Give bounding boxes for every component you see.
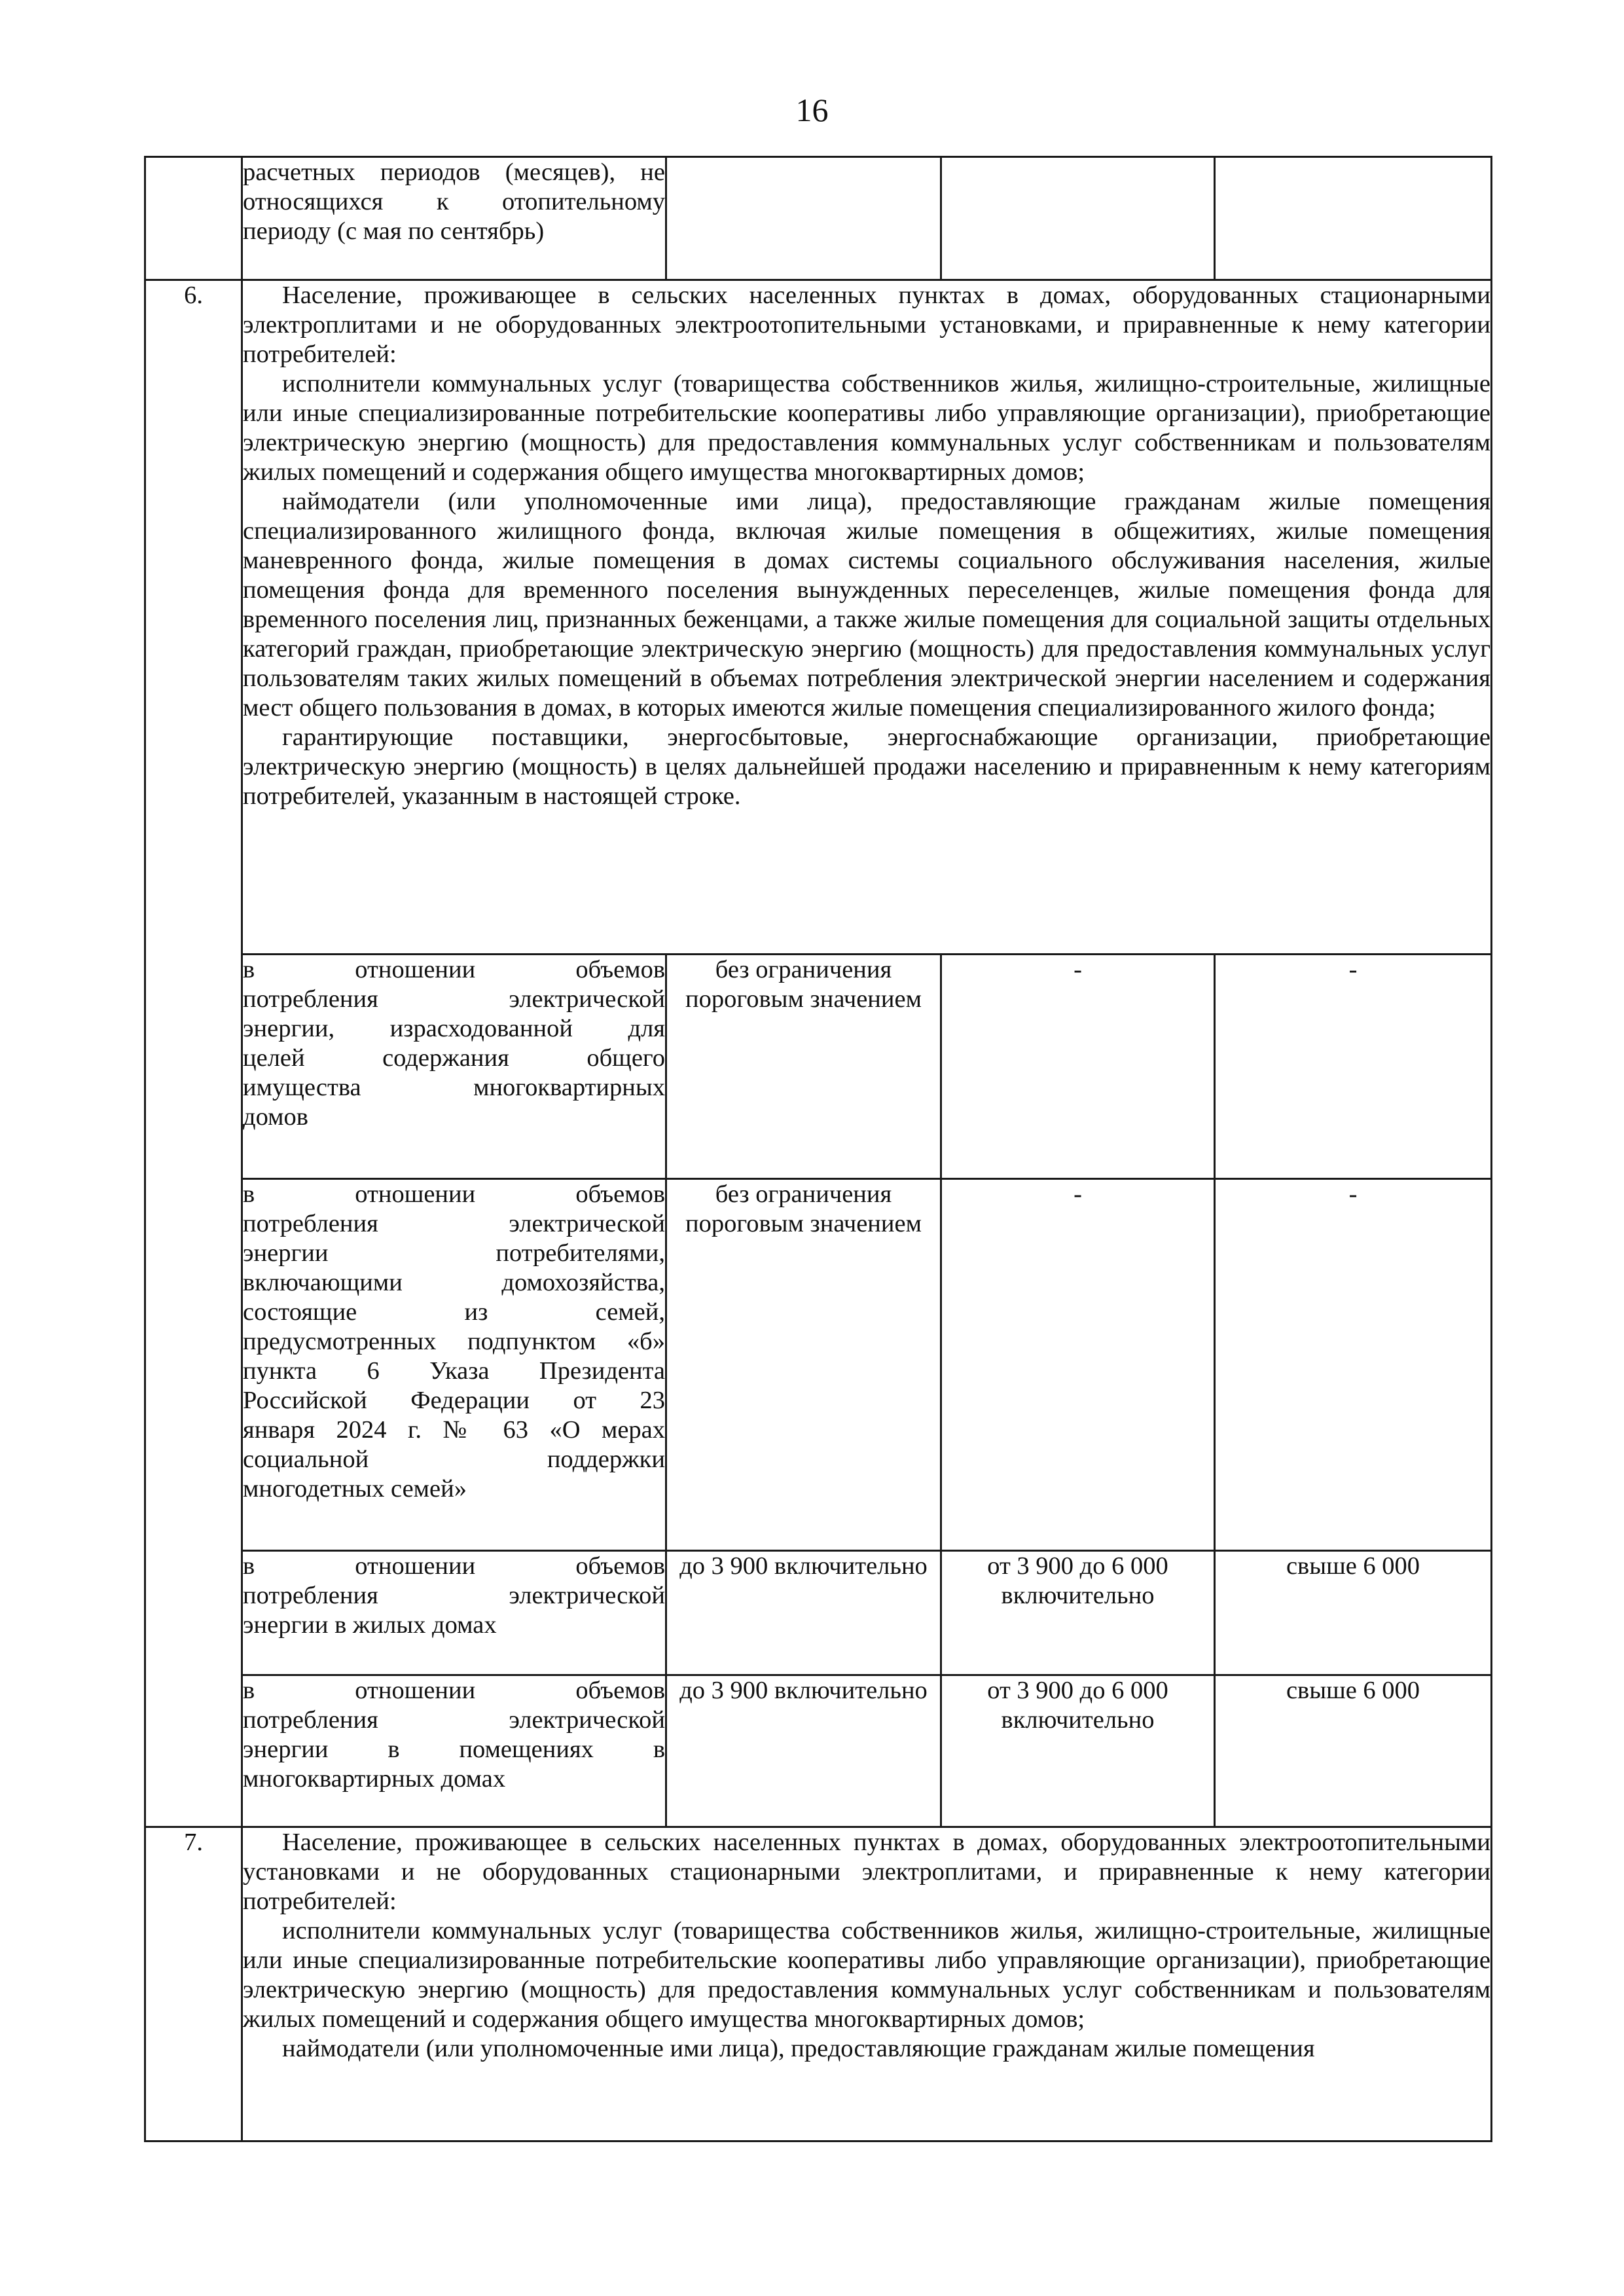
table-row-continuation <box>145 157 1492 280</box>
description-line: в отношении объемов <box>243 1552 665 1580</box>
paragraph: наймодатели (или уполномоченные ими лица), предоставляющие гражданам жилые помещения <box>282 2035 1315 2062</box>
value-cell <box>666 157 941 280</box>
description-line: целей содержания общего <box>243 1044 665 1072</box>
description-cell <box>242 955 666 1179</box>
description-line: энергии, израсходованной для <box>243 1015 665 1042</box>
table-row-7 <box>145 1827 1492 2141</box>
threshold-cell-1: без ограничения пороговым значением <box>666 1179 941 1551</box>
description-line: в отношении объемов <box>243 1677 665 1704</box>
threshold-cell-2: от 3 900 до 6 000 включительно <box>941 1675 1215 1827</box>
description-line: включающими домохозяйства, <box>243 1269 665 1296</box>
threshold-cell-1: до 3 900 включительно <box>666 1675 941 1827</box>
row-number-cell <box>145 157 242 280</box>
description-line: состоящие из семей, <box>243 1298 665 1326</box>
description-cell <box>242 1675 666 1827</box>
description-line: в отношении объемов <box>243 1180 665 1208</box>
description-line: периоду (с мая по сентябрь) <box>243 217 545 245</box>
threshold-cell-3: - <box>1215 955 1492 1179</box>
description-line: потребления электрической <box>243 1706 665 1734</box>
description-line: энергии потребителями, <box>243 1239 665 1267</box>
description-cell <box>242 1551 666 1675</box>
threshold-cell-2: - <box>941 955 1215 1179</box>
table-row-6 <box>145 280 1492 955</box>
description-line: предусмотренных подпунктом «б» <box>243 1328 665 1355</box>
description-line: Российской Федерации от 23 <box>243 1387 665 1414</box>
description-line: многодетных семей» <box>243 1475 467 1503</box>
description-line: потребления электрической <box>243 1210 665 1237</box>
paragraph: Население, проживающее в сельских населенных пунктах в домах, оборудованных электроотопительными установками и не оборудованных стационарными электроплитами, и приравненные к нему категории потребителей: <box>243 1829 1490 1915</box>
threshold-cell-2: - <box>941 1179 1215 1551</box>
threshold-cell-3: свыше 6 000 <box>1215 1551 1492 1675</box>
description-line: энергии в помещениях в <box>243 1736 665 1763</box>
paragraph: гарантирующие поставщики, энергосбытовые, энергоснабжающие организации, приобретающие электрическую энергию (мощность) в целях дальнейшей продажи населению и приравненным к нему категориям потребителей, указанным в настоящей строке. <box>243 723 1490 810</box>
description-line: социальной поддержки <box>243 1446 665 1473</box>
paragraph: исполнители коммунальных услуг (товарищества собственников жилья, жилищно-строительные, жилищные или иные специализированные потребительские кооперативы либо управляющие организации), приобретающие электрическую энергию (мощность) для предоставления коммунальных услуг собственникам и пользователям жилых помещений и содержания общего имущества многоквартирных домов; <box>243 370 1490 486</box>
description-cell <box>242 157 666 280</box>
table-row-subrow <box>145 1675 1492 1827</box>
threshold-cell-3: - <box>1215 1179 1492 1551</box>
paragraph: наймодатели (или уполномоченные ими лица), предоставляющие гражданам жилые помещения специализированного жилищного фонда, включая жилые помещения в общежитиях, жилые помещения маневренного фонда, жилые помещения в домах системы социального обслуживания населения, жилые помещения фонда для временного поселения вынужденных переселенцев, жилые помещения фонда для временного поселения лиц, признанных беженцами, а также жилые помещения для социальной защиты отдельных категорий граждан, приобретающие электрическую энергию (мощность) для предоставления коммунальных услуг пользователям таких жилых помещений в объемах потребления электрической энергии населением и содержания мест общего пользования в домах, в которых имеются жилые помещения специализированного жилого фонда; <box>243 488 1490 721</box>
description-line: домов <box>243 1103 308 1131</box>
description-line: имущества многоквартирных <box>243 1074 665 1101</box>
description-line: многоквартирных домах <box>243 1765 506 1793</box>
description-line: энергии в жилых домах <box>243 1611 497 1639</box>
table-row-subrow <box>145 1551 1492 1675</box>
tariff-table <box>144 156 1492 2142</box>
table-row-subrow <box>145 955 1492 1179</box>
threshold-cell-1: без ограничения пороговым значением <box>666 955 941 1179</box>
value-cell <box>941 157 1215 280</box>
threshold-cell-3: свыше 6 000 <box>1215 1675 1492 1827</box>
description-line: в отношении объемов <box>243 956 665 983</box>
description-line: пункта 6 Указа Президента <box>243 1357 665 1385</box>
page-number: 16 <box>795 92 829 128</box>
value-cell <box>1215 157 1492 280</box>
threshold-cell-2: от 3 900 до 6 000 включительно <box>941 1551 1215 1675</box>
description-line: потребления электрической <box>243 985 665 1013</box>
row-number: 7. <box>145 1827 242 2141</box>
description-line: потребления электрической <box>243 1582 665 1609</box>
paragraph: Население, проживающее в сельских населенных пунктах в домах, оборудованных стационарными электроплитами и не оборудованных электроотопительными установками, и приравненные к нему категории потребителей: <box>243 282 1490 368</box>
row-7-category-text <box>242 1827 1492 2141</box>
table-row-subrow <box>145 1179 1492 1551</box>
description-line: относящихся к отопительному <box>243 188 665 215</box>
threshold-cell-1: до 3 900 включительно <box>666 1551 941 1675</box>
row-6-category-text <box>242 280 1492 955</box>
paragraph: исполнители коммунальных услуг (товарищества собственников жилья, жилищно-строительные, жилищные или иные специализированные потребительские кооперативы либо управляющие организации), приобретающие электрическую энергию (мощность) для предоставления коммунальных услуг собственникам и пользователям жилых помещений и содержания общего имущества многоквартирных домов; <box>243 1917 1490 2033</box>
row-number: 6. <box>145 280 242 1827</box>
description-cell <box>242 1179 666 1551</box>
description-line: расчетных периодов (месяцев), не <box>243 158 665 186</box>
description-line: января 2024 г. № 63 «О мерах <box>243 1416 665 1444</box>
